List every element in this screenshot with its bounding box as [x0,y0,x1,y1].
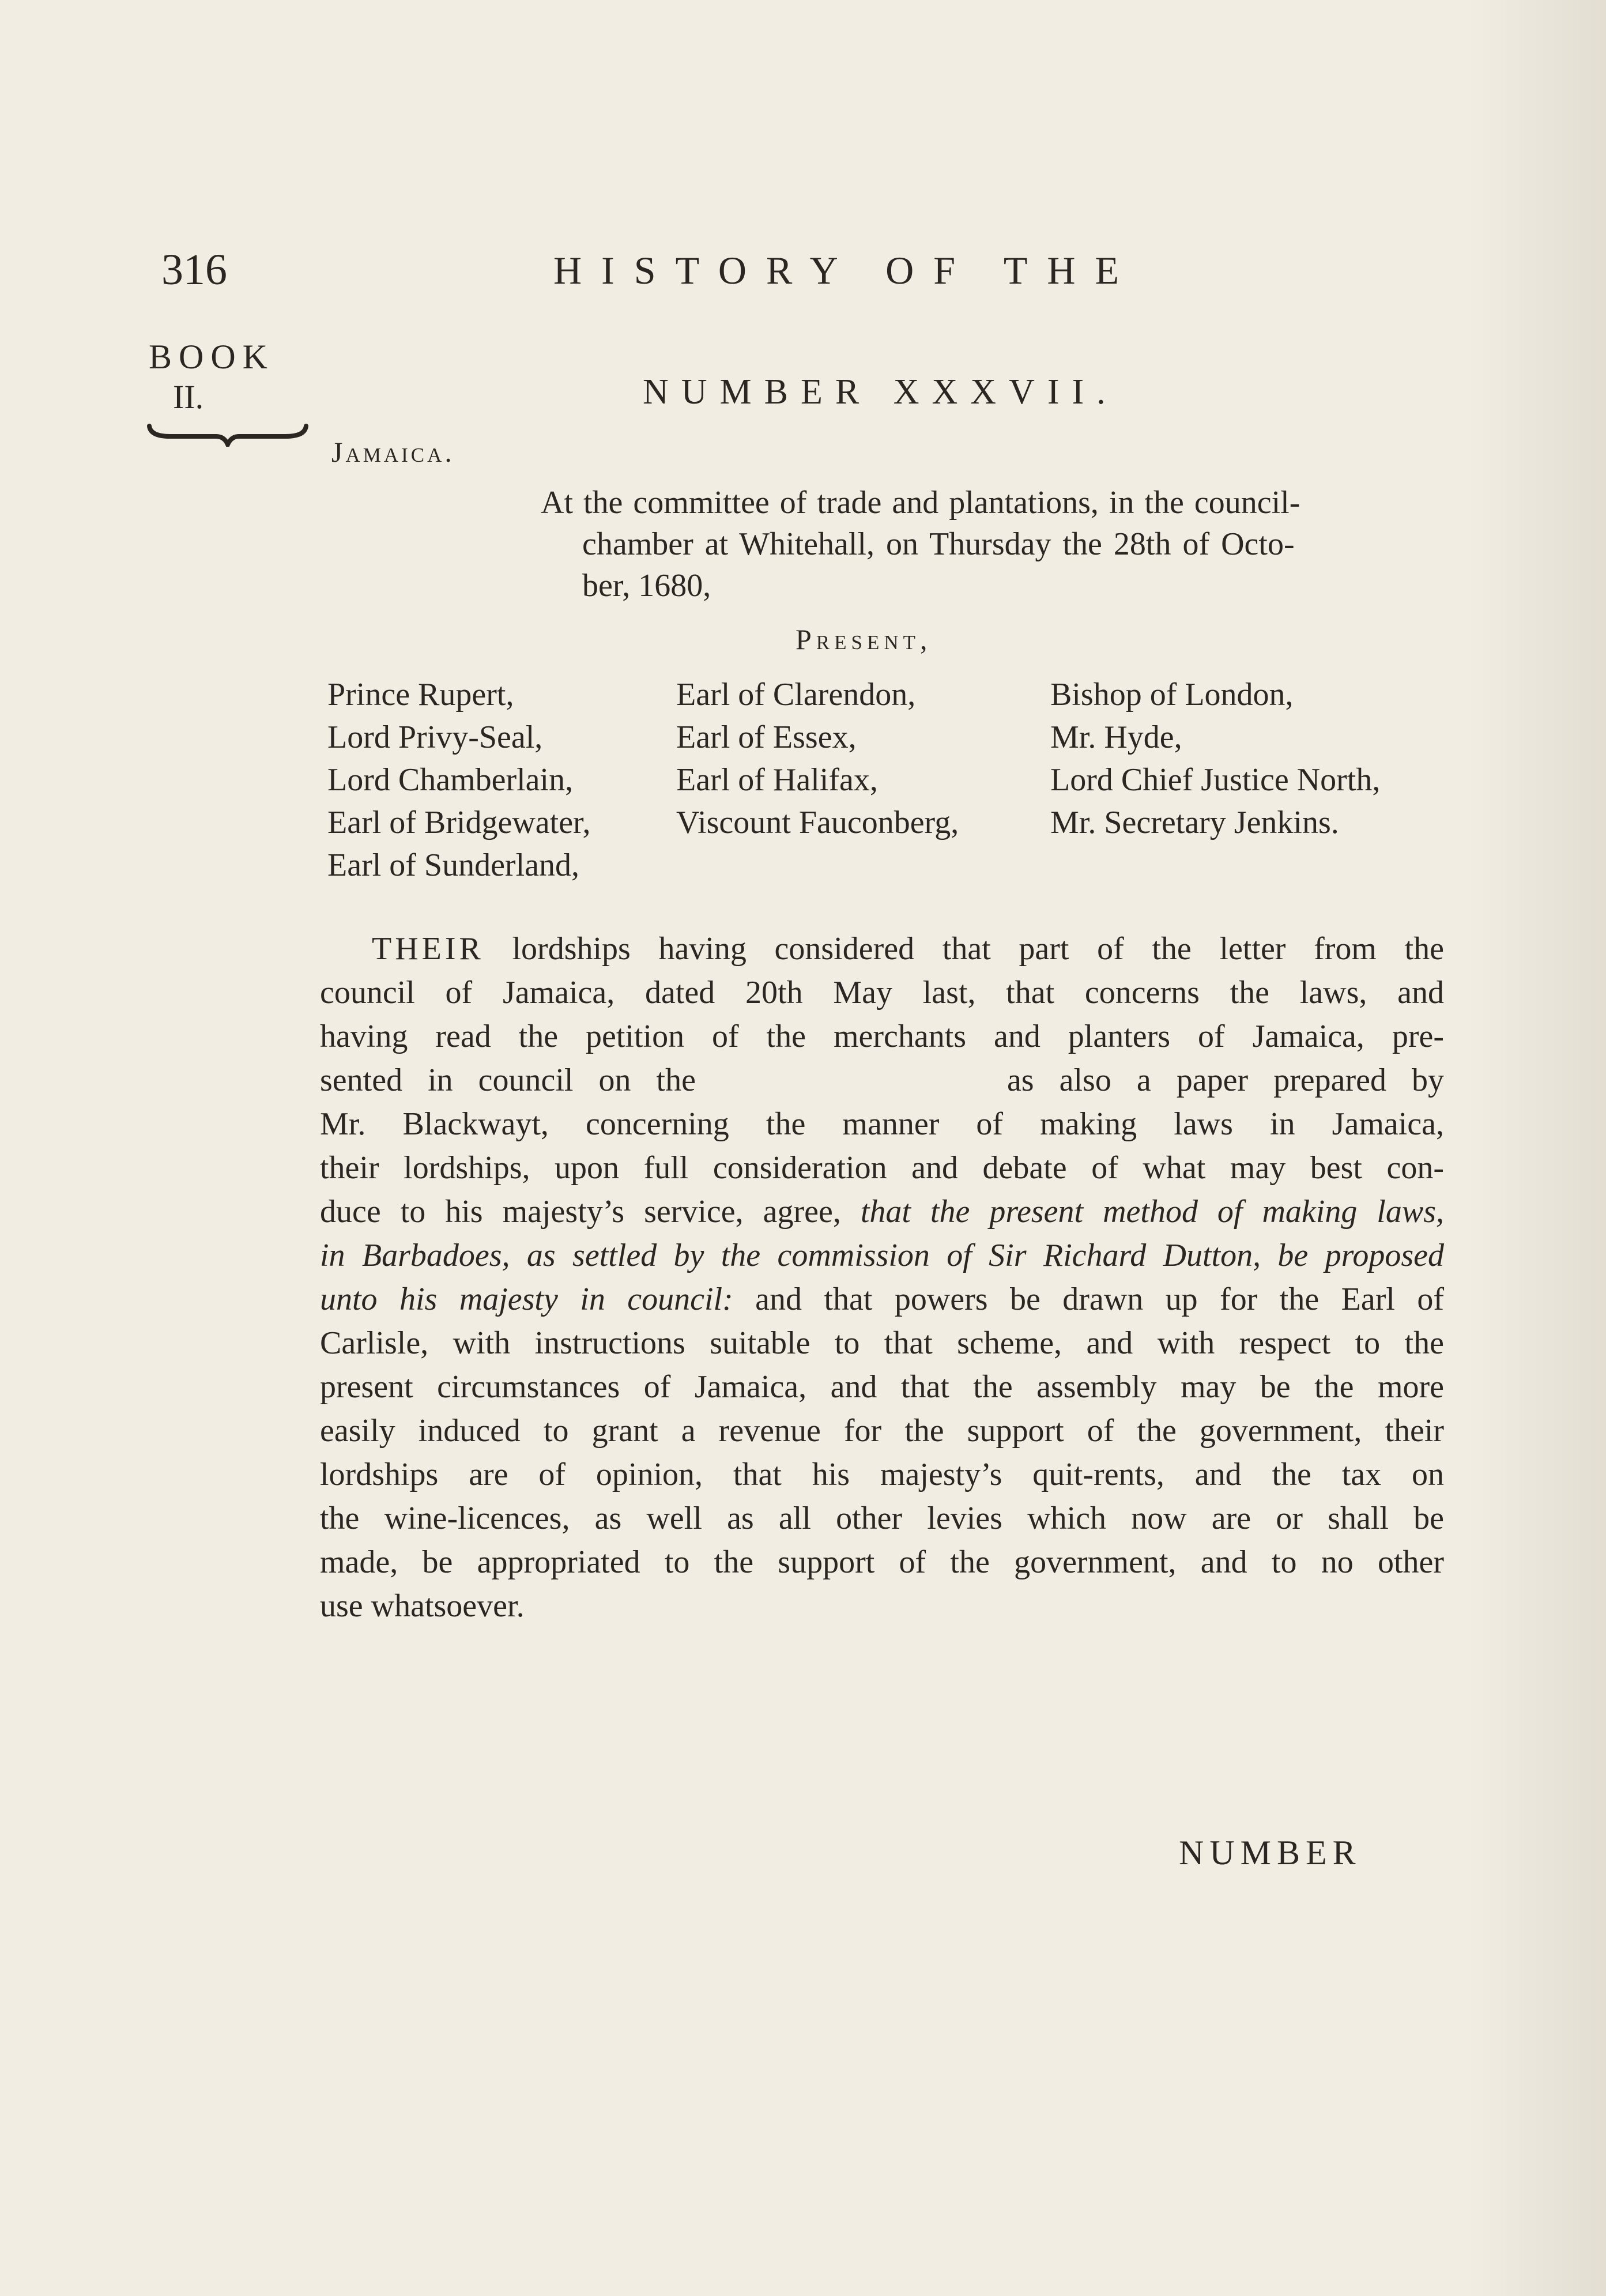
italic-text-run: unto his majesty in council: [320,1281,733,1317]
body-text-run: and that powers be drawn up for the Earl of [755,1281,1444,1317]
body-line [320,1277,1444,1321]
attendee-name: Prince Rupert, [327,677,514,712]
margin-book-number: II. [173,378,204,416]
body-line [320,1234,1444,1277]
page-edge-shadow [1468,0,1606,2296]
attendee-name: Lord Chamberlain, [327,762,574,798]
present-heading: Present, [796,623,932,655]
body-line: easily induced to grant a revenue for the support of the government, their [320,1413,1444,1449]
running-title: HISTORY OF THE [553,248,1139,292]
intro-line: chamber at Whitehall, on Thursday the 28th of Octo- [582,526,1295,562]
body-line: Mr. Blackwayt, concerning the manner of making laws in Jamaica, [320,1106,1444,1142]
body-line: present circumstances of Jamaica, and that the assembly may be the more [320,1369,1444,1405]
body-line: use whatsoever. [320,1588,525,1624]
attendee-name: Earl of Clarendon, [676,677,916,712]
catchword: NUMBER [1179,1834,1362,1872]
section-heading: NUMBER XXXVII. [643,372,1118,412]
body-line: having read the petition of the merchants and planters of Jamaica, pre- [320,1019,1444,1054]
attendee-name: Earl of Bridgewater, [327,805,591,840]
body-line: their lordships, upon full consideration and debate of what may best con- [320,1150,1444,1186]
attendee-name: Earl of Essex, [676,719,857,755]
body-line: council of Jamaica, dated 20th May last, that concerns the laws, and [320,975,1444,1011]
attendee-column [327,673,590,887]
attendee-column [676,673,959,844]
attendee-name: Lord Chief Justice North, [1050,762,1381,798]
body-line: Carlisle, with instructions suitable to that scheme, and with respect to the [320,1325,1444,1361]
italic-text-run: in Barbadoes, as settled by the commission of Sir Richard Dutton, be proposed [320,1238,1444,1273]
body-line: lordships are of opinion, that his majesty’s quit-rents, and the tax on [320,1457,1444,1492]
body-line: made, be appropriated to the support of the government, and to no other [320,1544,1444,1580]
italic-text-run: that the present method of making laws, [860,1194,1444,1230]
page-number: 316 [161,246,227,294]
body-paragraph [320,927,1444,1628]
margin-brace-ornament [147,424,308,447]
attendee-name: Lord Privy-Seal, [327,719,543,755]
body-text-run: lordships having considered that part of the letter from the [512,931,1444,967]
margin-note-jamaica: Jamaica. [331,436,455,468]
body-line [320,1190,1444,1234]
intro-line: ber, 1680, [582,568,711,604]
attendee-name: Bishop of London, [1050,677,1294,712]
attendee-name: Earl of Sunderland, [327,847,579,883]
attendee-name: Mr. Secretary Jenkins. [1050,805,1339,840]
body-line: the wine-licences, as well as all other levies which now are or shall be [320,1500,1444,1536]
body-line [320,1058,1444,1102]
lead-word: THEIR [372,931,484,967]
attendee-name: Viscount Fauconberg, [676,805,959,840]
attendee-column [1050,673,1380,844]
attendee-name: Mr. Hyde, [1050,719,1182,755]
attendee-name: Earl of Halifax, [676,762,878,798]
body-line [320,927,1444,971]
body-text-run: as also a paper prepared by [1006,1062,1444,1098]
margin-book-label: BOOK [149,338,275,376]
intro-line: At the committee of trade and plantations, in the council- [541,485,1300,521]
body-text-run: sented in council on the [320,1062,696,1098]
body-text-run: duce to his majesty’s service, agree, [320,1194,841,1230]
